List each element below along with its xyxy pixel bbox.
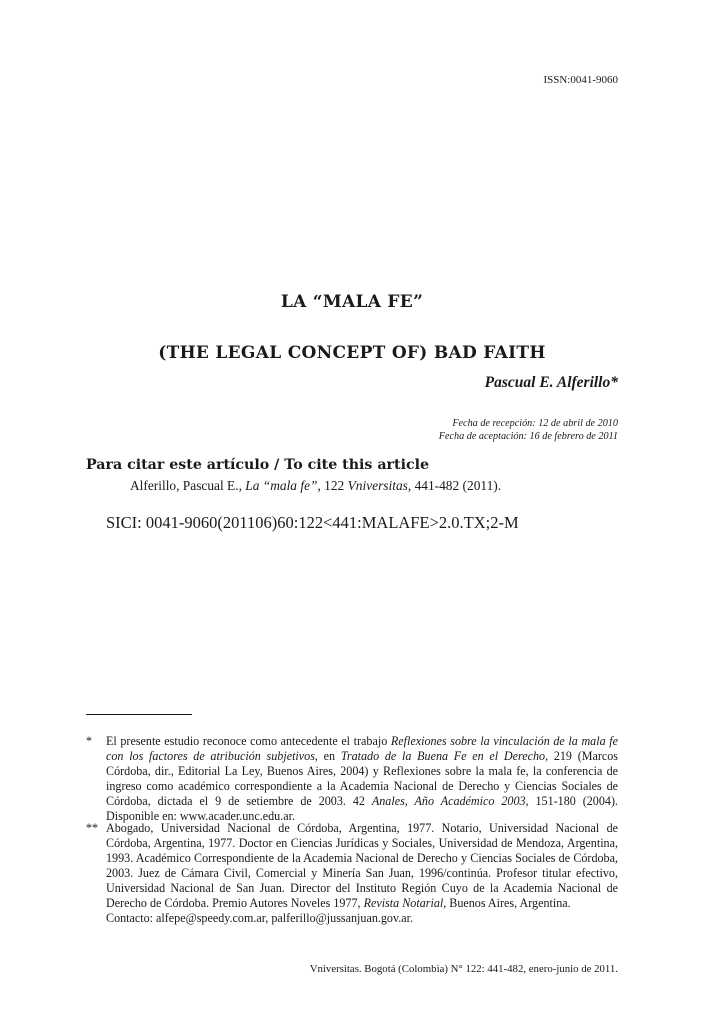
citation-pages: , 441-482 (2011).: [407, 478, 502, 493]
issn-number: ISSN:0041-9060: [543, 74, 618, 86]
author-name: Pascual E. Alferillo*: [484, 374, 618, 391]
citation-heading: Para citar este artículo / To cite this article: [86, 457, 430, 473]
article-title-spanish: LA “MALA FE”: [280, 292, 424, 312]
citation-reference: [130, 478, 501, 494]
accepted-date: Fecha de aceptación: 16 de febrero de 2011: [438, 431, 618, 442]
submission-dates: [439, 417, 618, 443]
footnote-2-text: Abogado, Universidad Nacional de Córdoba, Argentina, 1977. Notario, Universidad Nacional de Córdoba, Argentina, 1977. Doctor en Ciencias Jurídicas y Sociales, Universidad de Mendoza, Argentina, 1993. Académico Correspondiente de la Academia Nacional de Derecho y Ciencias Sociales de Córdoba, 2003. Juez de Cámara Civil, Comercial y Minería San Juan, 1996/continúa. Profesor titular efectivo, Universidad Nacional de San Juan. Director del Instituto Región Cuyo de la Academia Nacional de Derecho de Córdoba. Premio Autores Noveles 1977, Revista Notarial, Buenos Aires, Argentina.: [106, 821, 618, 910]
footnote-1-text: El presente estudio reconoce como antecedente el trabajo Reflexiones sobre la vinculación de la mala fe con los factores de atribución subjetivos, en Tratado de la Buena Fe en el Derecho, 219 (Marcos Córdoba, dir., Editorial La Ley, Buenos Aires, 2004) y Reflexiones sobre la mala fe, la conferencia de ingreso como académico correspondiente a la Academia Nacional de Derecho y Ciencias Sociales de Córdoba, dictada el 9 de setiembre de 2003. 42 Anales, Año Académico 2003, 151-180 (2004). Disponible en: www.acader.unc.edu.ar.: [106, 734, 618, 823]
article-title-english: (THE LEGAL CONCEPT OF) BAD FAITH: [158, 343, 546, 363]
footnote-1: [86, 734, 618, 824]
footnote-2-mark: **: [86, 821, 99, 835]
sici-identifier: SICI: 0041-9060(201106)60:122<441:MALAFE>2.0.TX;2-M: [106, 513, 519, 532]
footnote-separator: [86, 714, 192, 715]
page-footer: Vniversitas. Bogotá (Colombia) N° 122: 441-482, enero-junio de 2011.: [309, 963, 618, 975]
citation-author: Alferillo, Pascual E.,: [130, 478, 246, 493]
received-date: Fecha de recepción: 12 de abril de 2010: [452, 418, 618, 429]
footnote-2-contact: Contacto: alfepe@speedy.com.ar, palferillo@jussanjuan.gov.ar.: [106, 911, 414, 925]
citation-journal: Vniversitas: [347, 478, 408, 493]
footnote-1-mark: *: [86, 734, 93, 748]
citation-volume: , 122: [317, 478, 348, 493]
footnote-2: [86, 821, 618, 926]
citation-title: La “mala fe”: [245, 478, 318, 493]
